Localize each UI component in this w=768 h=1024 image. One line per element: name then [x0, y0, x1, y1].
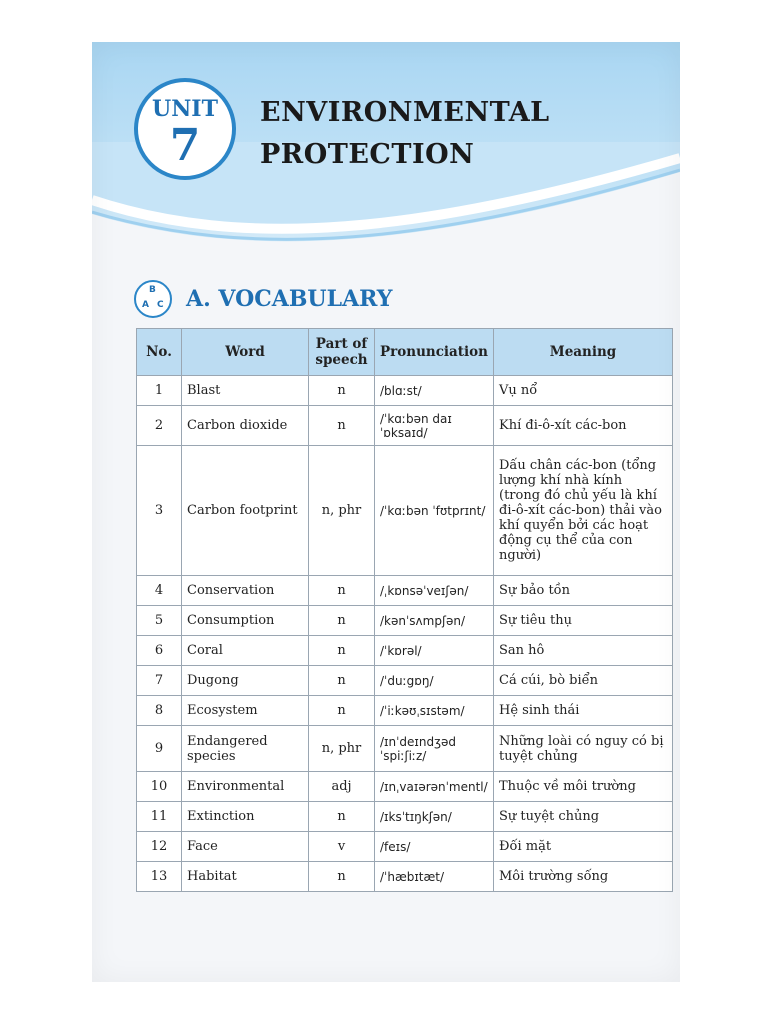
- cell-meaning: Sự tiêu thụ: [494, 606, 673, 636]
- cell-pronunciation: /kənˈsʌmpʃən/: [375, 606, 494, 636]
- cell-pronunciation: /ˈkɒrəl/: [375, 636, 494, 666]
- cell-meaning: Sự bảo tồn: [494, 576, 673, 606]
- table-row: [137, 666, 673, 696]
- cell-word: Coral: [182, 636, 309, 666]
- cell-part-of-speech: n: [309, 576, 375, 606]
- cell-word: Face: [182, 832, 309, 862]
- cell-part-of-speech: n: [309, 862, 375, 892]
- cell-no: 3: [137, 446, 182, 576]
- cell-part-of-speech: n: [309, 636, 375, 666]
- cell-word: Habitat: [182, 862, 309, 892]
- cell-no: 12: [137, 832, 182, 862]
- cell-no: 11: [137, 802, 182, 832]
- textbook-page: [92, 42, 680, 982]
- cell-meaning: Những loài có nguy có bị tuyệt chủng: [494, 726, 673, 772]
- vocabulary-table: [136, 328, 673, 892]
- unit-label: UNIT: [152, 96, 218, 122]
- cell-word: Dugong: [182, 666, 309, 696]
- cell-meaning: San hô: [494, 636, 673, 666]
- unit-number: 7: [169, 120, 201, 171]
- table-row: [137, 802, 673, 832]
- cell-pronunciation: /ˈduːgɒŋ/: [375, 666, 494, 696]
- cell-word: Consumption: [182, 606, 309, 636]
- cell-meaning: Cá cúi, bò biển: [494, 666, 673, 696]
- cell-word: Conservation: [182, 576, 309, 606]
- cell-word: Blast: [182, 376, 309, 406]
- header-no: No.: [137, 329, 182, 376]
- table-row: [137, 446, 673, 576]
- table-row: [137, 832, 673, 862]
- abc-letter: A: [142, 300, 149, 310]
- cell-meaning: Vụ nổ: [494, 376, 673, 406]
- cell-part-of-speech: adj: [309, 772, 375, 802]
- table-row: [137, 726, 673, 772]
- cell-no: 7: [137, 666, 182, 696]
- cell-no: 13: [137, 862, 182, 892]
- cell-pronunciation: /ɪnˈdeɪndʒəd ˈspiːʃiːz/: [375, 726, 494, 772]
- cell-part-of-speech: n: [309, 606, 375, 636]
- cell-word: Environmental: [182, 772, 309, 802]
- cell-word: Endangered species: [182, 726, 309, 772]
- cell-meaning: Thuộc về môi trường: [494, 772, 673, 802]
- cell-part-of-speech: n: [309, 376, 375, 406]
- cell-part-of-speech: n: [309, 696, 375, 726]
- header-part-of-speech: Part of speech: [309, 329, 375, 376]
- cell-pronunciation: /ˈiːkəʊˌsɪstəm/: [375, 696, 494, 726]
- cell-part-of-speech: n: [309, 666, 375, 696]
- section-title: A. VOCABULARY: [186, 286, 393, 312]
- cell-pronunciation: /feɪs/: [375, 832, 494, 862]
- cell-meaning: Dấu chân các-bon (tổng lượng khí nhà kính (trong đó chủ yếu là khí đi-ô-xít các-bon) thải vào khí quyển bởi các hoạt động cụ thể của con người): [494, 446, 673, 576]
- cell-meaning: Sự tuyệt chủng: [494, 802, 673, 832]
- cell-word: Ecosystem: [182, 696, 309, 726]
- abc-letter: C: [157, 300, 164, 310]
- cell-part-of-speech: n, phr: [309, 446, 375, 576]
- cell-no: 4: [137, 576, 182, 606]
- cell-meaning: Khí đi-ô-xít các-bon: [494, 406, 673, 446]
- table-row: [137, 772, 673, 802]
- cell-pronunciation: /ˈkɑːbən ˈfʊtprɪnt/: [375, 446, 494, 576]
- cell-no: 9: [137, 726, 182, 772]
- cell-meaning: Hệ sinh thái: [494, 696, 673, 726]
- cell-word: Extinction: [182, 802, 309, 832]
- table-body: [137, 376, 673, 892]
- cell-word: Carbon dioxide: [182, 406, 309, 446]
- cell-no: 2: [137, 406, 182, 446]
- table-row: [137, 862, 673, 892]
- cell-meaning: Môi trường sống: [494, 862, 673, 892]
- header-word: Word: [182, 329, 309, 376]
- table-header-row: [137, 329, 673, 376]
- cell-no: 5: [137, 606, 182, 636]
- abc-icon: [134, 280, 172, 318]
- cell-no: 8: [137, 696, 182, 726]
- table-row: [137, 636, 673, 666]
- header-meaning: Meaning: [494, 329, 673, 376]
- table-row: [137, 696, 673, 726]
- cell-word: Carbon footprint: [182, 446, 309, 576]
- unit-badge: [134, 78, 236, 180]
- cell-no: 10: [137, 772, 182, 802]
- cell-no: 6: [137, 636, 182, 666]
- header-pronunciation: Pronunciation: [375, 329, 494, 376]
- cell-pronunciation: /ˈhæbɪtæt/: [375, 862, 494, 892]
- cell-part-of-speech: n, phr: [309, 726, 375, 772]
- cell-pronunciation: /blɑːst/: [375, 376, 494, 406]
- cell-pronunciation: /ɪnˌvaɪərənˈmentl/: [375, 772, 494, 802]
- cell-meaning: Đối mặt: [494, 832, 673, 862]
- table-row: [137, 606, 673, 636]
- cell-pronunciation: /ɪksˈtɪŋkʃən/: [375, 802, 494, 832]
- table-row: [137, 376, 673, 406]
- table-row: [137, 576, 673, 606]
- cell-part-of-speech: n: [309, 406, 375, 446]
- abc-letter: B: [149, 285, 156, 295]
- cell-pronunciation: /ˈkɑːbən daɪˈɒksaɪd/: [375, 406, 494, 446]
- unit-title: [260, 92, 550, 176]
- cell-part-of-speech: v: [309, 832, 375, 862]
- title-line-2: PROTECTION: [260, 139, 475, 170]
- cell-part-of-speech: n: [309, 802, 375, 832]
- title-line-1: ENVIRONMENTAL: [260, 97, 550, 128]
- table-row: [137, 406, 673, 446]
- cell-pronunciation: /ˌkɒnsəˈveɪʃən/: [375, 576, 494, 606]
- cell-no: 1: [137, 376, 182, 406]
